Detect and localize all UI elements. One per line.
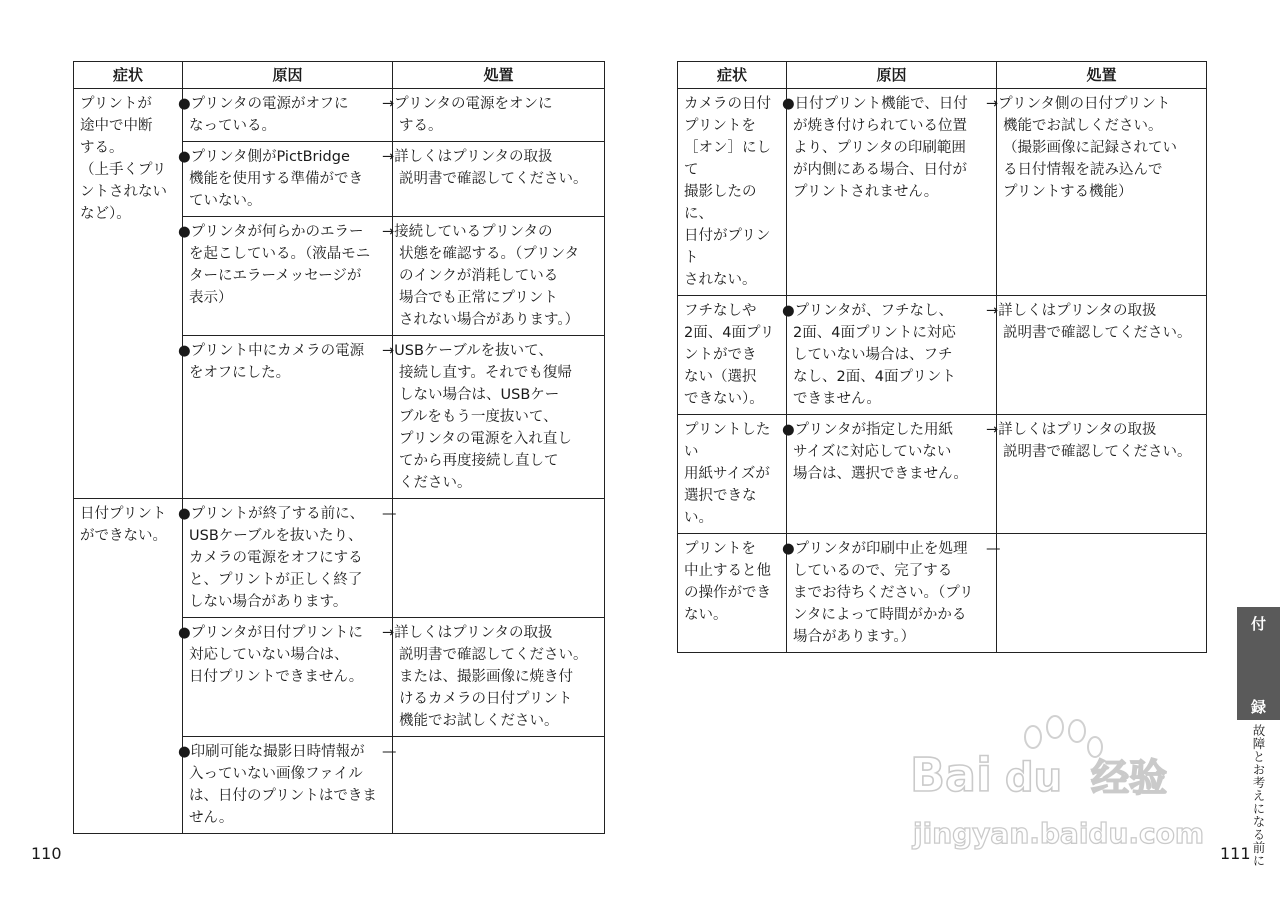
- remedy-cell: →接続しているプリンタの 状態を確認する。（プリンタ のインクが消耗している 場合でも正常にプリント されない場合があります。）: [393, 217, 605, 336]
- remedy-cell: →詳しくはプリンタの取扱 説明書で確認してください。: [997, 415, 1207, 534]
- section-caption: 故障とお考えになる前に: [1251, 724, 1266, 867]
- remedy-cell: →プリンタ側の日付プリント 機能でお試しください。 （撮影画像に記録されてい る日付情報を読み込んで プリントする機能）: [997, 89, 1207, 296]
- remedy-cell: →詳しくはプリンタの取扱 説明書で確認してください。: [997, 296, 1207, 415]
- symptom-cell: フチなしや 2面、4面プリ ントができ ない（選択 できない）。: [678, 296, 787, 415]
- symptom-cell: プリントを 中止すると他 の操作ができ ない。: [678, 534, 787, 653]
- symptom-cell: プリントしたい 用紙サイズが 選択できない。: [678, 415, 787, 534]
- svg-text:Bai: Bai: [910, 748, 992, 802]
- table-row: [678, 296, 1207, 415]
- header-cause: 原因: [183, 62, 393, 89]
- page-number-left: 110: [31, 844, 62, 863]
- table-header-row: [678, 62, 1207, 89]
- cause-cell: ●プリンタが印刷中止を処理 しているので、完了する までお待ちください。（プリ ンタによって時間がかかる 場合があります。）: [787, 534, 997, 653]
- cause-cell: ●プリンタ側がPictBridge 機能を使用する準備ができ ていない。: [183, 142, 393, 217]
- remedy-cell: →プリンタの電源をオンに する。: [393, 89, 605, 142]
- table-row: [678, 89, 1207, 296]
- svg-text:du: du: [1005, 755, 1063, 801]
- symptom-cell: カメラの日付 プリントを ［オン］にして 撮影したのに、 日付がプリント されない。: [678, 89, 787, 296]
- cause-cell: ●プリンタが指定した用紙 サイズに対応していない 場合は、選択できません。: [787, 415, 997, 534]
- svg-text:jingyan.baidu.com: jingyan.baidu.com: [913, 817, 1205, 850]
- header-cause: 原因: [787, 62, 997, 89]
- appendix-tab: [1237, 607, 1280, 720]
- table-row: [678, 415, 1207, 534]
- page-number-right: 111: [1220, 844, 1251, 863]
- appendix-tab-char-1: 付: [1250, 615, 1266, 633]
- troubleshooting-table-right: [677, 61, 1207, 653]
- svg-text:经验: 经验: [1091, 756, 1168, 800]
- symptom-cell: 日付プリント ができない。: [74, 499, 183, 834]
- header-remedy: 処置: [393, 62, 605, 89]
- baidu-watermark-logo: [905, 705, 1205, 855]
- symptom-cell: プリントが 途中で中断 する。 （上手くプリ ントされない など）。: [74, 89, 183, 499]
- remedy-cell: —: [393, 499, 605, 618]
- remedy-cell: →USBケーブルを抜いて、 接続し直す。それでも復帰 しない場合は、USBケー ブルをもう一度抜いて、 プリンタの電源を入れ直し てから再度接続し直して ください。: [393, 336, 605, 499]
- header-symptom: 症状: [678, 62, 787, 89]
- header-remedy: 処置: [997, 62, 1207, 89]
- table-row: [74, 499, 605, 618]
- cause-cell: ●プリンタが何らかのエラー を起こしている。（液晶モニ ターにエラーメッセージが 表示）: [183, 217, 393, 336]
- table-row: [678, 534, 1207, 653]
- cause-cell: ●日付プリント機能で、日付 が焼き付けられている位置 より、プリンタの印刷範囲 が内側にある場合、日付が プリントされません。: [787, 89, 997, 296]
- cause-cell: ●プリンタの電源がオフに なっている。: [183, 89, 393, 142]
- cause-cell: ●プリンタが日付プリントに 対応していない場合は、 日付プリントできません。: [183, 618, 393, 737]
- remedy-cell: →詳しくはプリンタの取扱 説明書で確認してください。: [393, 142, 605, 217]
- cause-cell: ●プリント中にカメラの電源 をオフにした。: [183, 336, 393, 499]
- cause-cell: ●プリンタが、フチなし、 2面、4面プリントに対応 していない場合は、フチ なし、2面、4面プリント できません。: [787, 296, 997, 415]
- cause-cell: ●印刷可能な撮影日時情報が 入っていない画像ファイル は、日付のプリントはできま せん。: [183, 737, 393, 834]
- troubleshooting-table-left: [73, 61, 605, 834]
- header-symptom: 症状: [74, 62, 183, 89]
- remedy-cell: —: [997, 534, 1207, 653]
- table-header-row: [74, 62, 605, 89]
- appendix-tab-char-2: 録: [1250, 698, 1266, 716]
- remedy-cell: →詳しくはプリンタの取扱 説明書で確認してください。 または、撮影画像に焼き付 けるカメラの日付プリント 機能でお試しください。: [393, 618, 605, 737]
- cause-cell: ●プリントが終了する前に、 USBケーブルを抜いたり、 カメラの電源をオフにする と、プリントが正しく終了 しない場合があります。: [183, 499, 393, 618]
- table-row: [74, 89, 605, 142]
- remedy-cell: —: [393, 737, 605, 834]
